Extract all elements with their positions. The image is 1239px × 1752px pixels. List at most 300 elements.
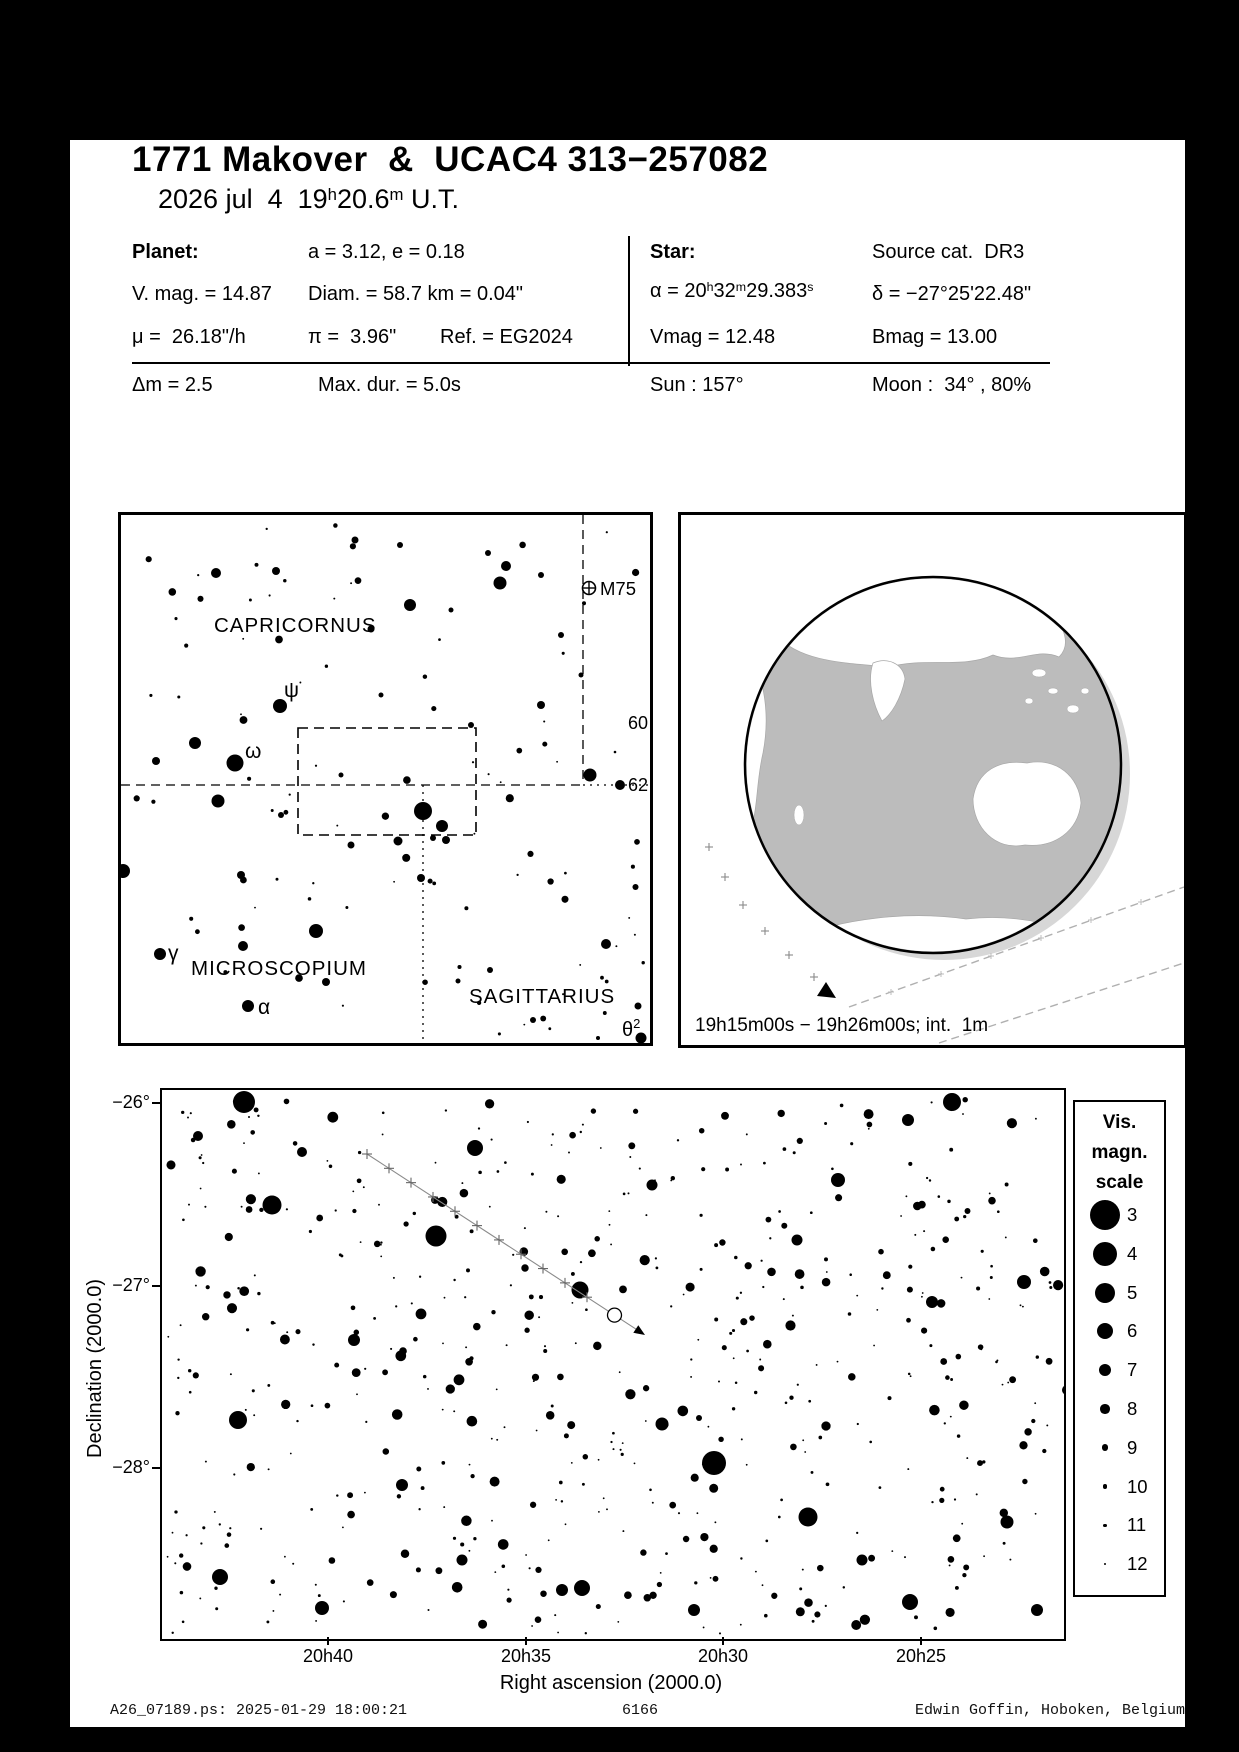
star-dot: [780, 1499, 783, 1502]
chart-label: ω: [245, 740, 262, 763]
x-axis-title: Right ascension (2000.0): [499, 1672, 723, 1694]
star-dot: [315, 765, 317, 767]
star-dot: [151, 800, 155, 804]
planet-proper-motion: μ = 26.18"/h: [132, 326, 246, 348]
star-dot: [802, 1569, 804, 1571]
star-dot: [796, 1607, 805, 1616]
star-dot: [543, 1349, 547, 1353]
star-dot: [802, 1439, 804, 1441]
x-tick: [327, 1637, 329, 1645]
star-dot: [382, 1111, 385, 1114]
star-dot: [678, 1512, 680, 1514]
star-dot: [502, 1565, 506, 1569]
star-dot: [272, 1610, 274, 1612]
star-dot: [485, 550, 491, 556]
star-dot: [363, 1186, 365, 1188]
star-dot: [981, 1250, 984, 1253]
star-dot: [500, 781, 502, 783]
star-dot: [464, 906, 468, 910]
star-dot: [856, 1295, 858, 1297]
star-dot: [1049, 1281, 1052, 1284]
star-dot: [315, 1620, 317, 1622]
star-dot: [582, 1483, 585, 1486]
star-dot: [530, 1502, 536, 1508]
star-dot: [610, 1441, 612, 1443]
star-dot: [824, 1257, 828, 1261]
star-dot: [336, 825, 338, 827]
star-dot: [241, 1206, 243, 1208]
star-dot: [212, 795, 225, 808]
chart-label: α: [258, 996, 271, 1019]
star-dot: [466, 1268, 470, 1272]
star-dot: [615, 945, 617, 947]
star-dot: [741, 1438, 743, 1440]
star-dot: [887, 1396, 891, 1400]
x-tick: [525, 1637, 527, 1645]
star-dot: [402, 854, 410, 862]
star-dot: [504, 1161, 507, 1164]
sun-elongation: Sun : 157°: [650, 374, 744, 396]
star-dot: [1031, 1604, 1043, 1616]
star-dot: [501, 561, 511, 571]
star-dot: [487, 967, 493, 973]
chart-label: CAPRICORNUS: [214, 614, 377, 637]
star-dot: [938, 1195, 941, 1198]
star-dot: [554, 1614, 556, 1616]
planet-heading: Planet:: [132, 241, 199, 263]
date-part: 2026 jul 4 19: [158, 184, 328, 214]
star-dot: [598, 1459, 600, 1461]
star-dot: [350, 582, 352, 584]
star-dot: [333, 523, 337, 527]
star-dot: [997, 1210, 1000, 1213]
star-dot: [763, 1340, 772, 1349]
star-dot: [588, 1249, 596, 1257]
star-dot: [329, 1165, 333, 1169]
star-dot: [569, 1132, 576, 1139]
star-dot: [229, 1411, 247, 1429]
star-dot: [1009, 1376, 1016, 1383]
main-chart-panel: [160, 1088, 1066, 1641]
star-dot: [494, 1571, 496, 1573]
star-dot: [190, 1112, 192, 1114]
x-tick-label: 20h40: [302, 1646, 354, 1666]
star-dot: [180, 1324, 182, 1326]
star-dot: [516, 874, 518, 876]
star-dot: [677, 1139, 679, 1141]
star-dot: [239, 1286, 249, 1296]
star-dot: [274, 1322, 276, 1324]
star-dot: [929, 1405, 940, 1416]
star-dot: [325, 665, 328, 668]
document-page: [70, 140, 1185, 1727]
star-dot: [167, 1556, 169, 1558]
star-dot: [817, 1565, 824, 1572]
star-dot: [789, 1396, 793, 1400]
star-dot: [856, 1532, 858, 1534]
star-dot: [755, 1571, 757, 1573]
star-dot: [691, 1474, 699, 1482]
star-dot: [345, 906, 348, 909]
star-dot: [246, 1194, 256, 1204]
star-dot: [193, 1372, 199, 1378]
star-dot: [633, 1109, 638, 1114]
star-dot: [281, 1400, 290, 1409]
star-source-catalog: Source cat. DR3: [872, 241, 1025, 263]
star-dot: [634, 934, 636, 936]
star-dot: [382, 1133, 384, 1135]
star-dot: [286, 1208, 288, 1210]
star-dot: [414, 802, 432, 820]
star-dot: [403, 1221, 408, 1226]
star-dot: [237, 1287, 240, 1290]
star-dot: [195, 929, 200, 934]
star-dot: [237, 871, 245, 879]
star-dot: [532, 1374, 539, 1381]
star-dot: [725, 1168, 729, 1172]
star-dot: [699, 1128, 705, 1134]
star-dot: [360, 1241, 362, 1243]
star-dot: [767, 1268, 776, 1277]
star-dot: [769, 1237, 771, 1239]
star-dot: [548, 1027, 551, 1030]
star-dot: [154, 948, 166, 960]
star-dot: [315, 1584, 317, 1586]
star-dot: [634, 839, 640, 845]
star-dot: [792, 1315, 794, 1317]
star-dot: [594, 1236, 600, 1242]
star-dot: [397, 542, 403, 548]
star-dot: [223, 1291, 230, 1298]
star-dot: [831, 1167, 834, 1170]
star-dot: [608, 1210, 610, 1212]
star-dot: [851, 1620, 861, 1630]
star-dot: [473, 833, 475, 835]
star-dot: [435, 1162, 437, 1164]
star-dot: [352, 1191, 354, 1193]
star-dot: [343, 1600, 345, 1602]
star-dot: [390, 1348, 392, 1350]
star-dot: [545, 1211, 547, 1213]
star-dot: [427, 1388, 429, 1390]
star-dot: [436, 820, 448, 832]
star-dot: [891, 1550, 893, 1552]
star-dot: [983, 1555, 985, 1557]
star-dot: [188, 1369, 191, 1372]
star-dot: [542, 742, 547, 747]
star-dot: [614, 751, 617, 754]
star-dot: [628, 1192, 630, 1194]
star-dot: [762, 1286, 764, 1288]
x-tick-label: 20h30: [697, 1646, 749, 1666]
star-dot: [468, 1550, 470, 1552]
star-dot: [468, 722, 474, 728]
star-dot: [289, 793, 291, 795]
star-dot: [977, 1460, 983, 1466]
star-dot: [1034, 1402, 1036, 1404]
star-dot: [453, 1410, 455, 1412]
star-dot: [655, 1257, 657, 1259]
star-dot: [339, 1253, 342, 1256]
star-dot: [923, 1230, 925, 1232]
star-dot: [461, 1516, 472, 1527]
star-dot: [686, 1283, 695, 1292]
star-dot: [771, 1593, 777, 1599]
star-dot: [195, 1266, 205, 1276]
star-dot: [848, 1373, 856, 1381]
star-dot: [249, 599, 252, 602]
star-dot: [491, 1520, 493, 1522]
star-dot: [990, 1265, 993, 1268]
star-dot: [561, 896, 568, 903]
landmass: [973, 762, 1081, 846]
star-dot: [946, 1608, 955, 1617]
star-dot: [430, 835, 436, 841]
star-dot: [312, 882, 314, 884]
star-right-ascension: [650, 280, 813, 303]
star-dot: [491, 1438, 493, 1440]
star-dot: [736, 1297, 739, 1300]
magnitude-value: 12: [1127, 1553, 1148, 1575]
star-dot: [185, 1534, 187, 1536]
star-dot: [342, 1526, 344, 1528]
star-dot: [632, 884, 638, 890]
star-dot: [318, 1594, 321, 1597]
star-dot: [1020, 1304, 1022, 1306]
star-dot: [311, 1404, 314, 1407]
star-dot: [335, 1209, 337, 1211]
star-dot: [174, 1510, 177, 1513]
star-dot: [227, 1532, 232, 1537]
star-dot: [278, 812, 284, 818]
star-dot: [881, 1287, 883, 1289]
star-dot: [248, 1116, 250, 1118]
star-dot: [246, 1206, 253, 1213]
table-divider-vertical: [628, 236, 630, 366]
star-dot: [700, 1268, 703, 1271]
star-dot: [778, 1210, 781, 1213]
star-dot: [640, 1549, 646, 1555]
star-dot: [642, 961, 645, 964]
star-dot: [1031, 1419, 1035, 1423]
star-dot: [937, 1299, 946, 1308]
star-dot: [902, 1594, 918, 1610]
chart-label: 60: [628, 713, 649, 733]
star-dot: [543, 720, 545, 722]
star-dot: [649, 1489, 652, 1492]
star-dot: [939, 1498, 944, 1503]
star-dot: [965, 1208, 971, 1214]
star-dot: [579, 673, 584, 678]
star-dot: [931, 1501, 933, 1503]
star-dot: [472, 761, 474, 763]
star-dot: [1046, 1424, 1048, 1426]
star-dot: [818, 1436, 822, 1440]
footer-author: Edwin Goffin, Hoboken, Belgium: [914, 1702, 1185, 1719]
star-dot: [781, 1223, 787, 1229]
star-dot: [904, 1556, 906, 1558]
direction-triangle: [817, 982, 836, 998]
star-dot: [531, 1173, 534, 1176]
star-dot: [527, 851, 533, 857]
max-duration: Max. dur. = 5.0s: [318, 374, 461, 396]
x-tick: [920, 1637, 922, 1645]
star-dot: [327, 1112, 338, 1123]
star-dot: [605, 980, 609, 984]
star-dot: [615, 780, 625, 790]
star-dot: [309, 1230, 312, 1233]
star-dot: [620, 1449, 622, 1451]
star-dot: [702, 1451, 726, 1475]
star-dot: [308, 897, 312, 901]
star-dot: [488, 773, 490, 775]
star-dot: [963, 1564, 969, 1570]
star-dot: [907, 1287, 913, 1293]
star-dot: [519, 542, 526, 549]
star-dot: [529, 1567, 531, 1569]
star-dot: [778, 1516, 781, 1519]
star-dot: [280, 1335, 290, 1345]
star-dot: [498, 1539, 509, 1550]
star-dot: [824, 1122, 827, 1125]
island: [1025, 698, 1033, 704]
detailed-star-chart: [162, 1090, 1064, 1639]
star-dot: [713, 1576, 719, 1582]
star-dot: [270, 1579, 275, 1584]
star-dot: [146, 556, 152, 562]
star-dot: [732, 1329, 735, 1332]
star-dot: [564, 1433, 569, 1438]
path-time-caption: 19h15m00s − 19h26m00s; int. 1m: [695, 1015, 989, 1036]
star-dot: [649, 1592, 656, 1599]
star-dot: [149, 694, 152, 697]
star-dot: [364, 1492, 366, 1494]
star-dot: [293, 1141, 298, 1146]
island: [1048, 688, 1058, 694]
star-dot: [536, 1430, 538, 1432]
star-dot: [413, 1212, 416, 1215]
star-dot: [652, 1502, 654, 1504]
star-dot: [422, 979, 428, 985]
star-dot: [947, 1200, 950, 1203]
star-dot: [575, 1342, 577, 1344]
star-dot: [804, 1598, 813, 1607]
star-dot: [452, 1582, 463, 1593]
star-dot: [225, 1233, 233, 1241]
star-dot: [719, 1632, 721, 1634]
magnitude-dot: [1103, 1484, 1108, 1489]
star-bmag: Bmag = 13.00: [872, 326, 998, 348]
star-dot: [195, 1285, 197, 1287]
magnitude-dot: [1097, 1323, 1113, 1339]
star-dot: [238, 924, 245, 931]
star-dot: [988, 1298, 990, 1300]
ra-part: α = 20: [650, 280, 707, 302]
star-dot: [172, 1632, 174, 1634]
star-dot: [746, 1464, 748, 1466]
star-dot: [931, 1101, 933, 1103]
star-dot: [442, 836, 450, 844]
star-dot: [166, 1160, 175, 1169]
chart-label: 62: [628, 775, 649, 795]
star-dot: [849, 1273, 852, 1276]
chart-label: ψ: [284, 679, 299, 702]
star-dot: [297, 1147, 307, 1157]
star-dot: [418, 1508, 420, 1510]
star-dot: [212, 1569, 228, 1585]
star-dot: [918, 1201, 926, 1209]
star-dot: [535, 1567, 541, 1573]
star-dot: [735, 1382, 738, 1385]
star-dot: [539, 1295, 543, 1299]
star-dot: [956, 1354, 962, 1360]
star-dot: [811, 1471, 814, 1474]
y-tick: [152, 1285, 160, 1287]
star-dot: [453, 1537, 456, 1540]
star-dot: [740, 1557, 742, 1559]
star-dot: [214, 1511, 216, 1513]
star-dot: [378, 1204, 380, 1206]
star-dot: [259, 1208, 263, 1212]
star-path-line: [367, 1154, 642, 1333]
star-dot: [671, 1176, 675, 1180]
star-dot: [628, 917, 630, 919]
star-dot: [489, 1206, 491, 1208]
star-dot: [367, 1579, 374, 1586]
star-dot: [435, 1567, 442, 1574]
star-dot: [580, 1261, 582, 1263]
magnitude-dot: [1104, 1563, 1106, 1565]
star-dot: [382, 1369, 388, 1375]
star-dot: [797, 1384, 799, 1386]
star-dot: [579, 964, 581, 966]
legend-title-line: magn.: [1091, 1142, 1148, 1163]
star-dot: [229, 1527, 231, 1529]
star-dot: [795, 1269, 805, 1279]
star-dot: [242, 638, 244, 640]
star-dot: [804, 1451, 806, 1453]
star-dot: [582, 601, 586, 605]
planet-parallax: π = 3.96": [308, 326, 397, 348]
star-dot: [609, 1224, 611, 1226]
star-dot: [619, 1286, 627, 1294]
star-dot: [1005, 1236, 1007, 1238]
star-dot: [690, 1358, 692, 1360]
star-dot: [949, 1148, 953, 1152]
star-dot: [962, 1573, 966, 1577]
star-dot: [745, 1262, 752, 1269]
star-dot: [929, 1344, 932, 1347]
star-dot: [945, 1375, 950, 1380]
star-dot: [591, 1108, 596, 1113]
star-dot: [778, 1110, 785, 1117]
star-dot: [445, 1109, 447, 1111]
star-dot: [600, 1147, 602, 1149]
landmass: [776, 569, 1065, 667]
star-dot: [764, 1614, 768, 1618]
star-dot: [793, 1151, 796, 1154]
star-dot: [593, 1342, 601, 1350]
star-dot: [397, 1494, 401, 1498]
star-dot: [496, 1389, 498, 1391]
star-dot: [900, 1215, 902, 1217]
star-dot: [612, 1432, 615, 1435]
ra-h-sup: h: [706, 279, 714, 294]
star-dot: [949, 1564, 951, 1566]
star-dot: [419, 1276, 421, 1278]
star-dot: [547, 878, 553, 884]
x-tick-label: 20h25: [895, 1646, 947, 1666]
